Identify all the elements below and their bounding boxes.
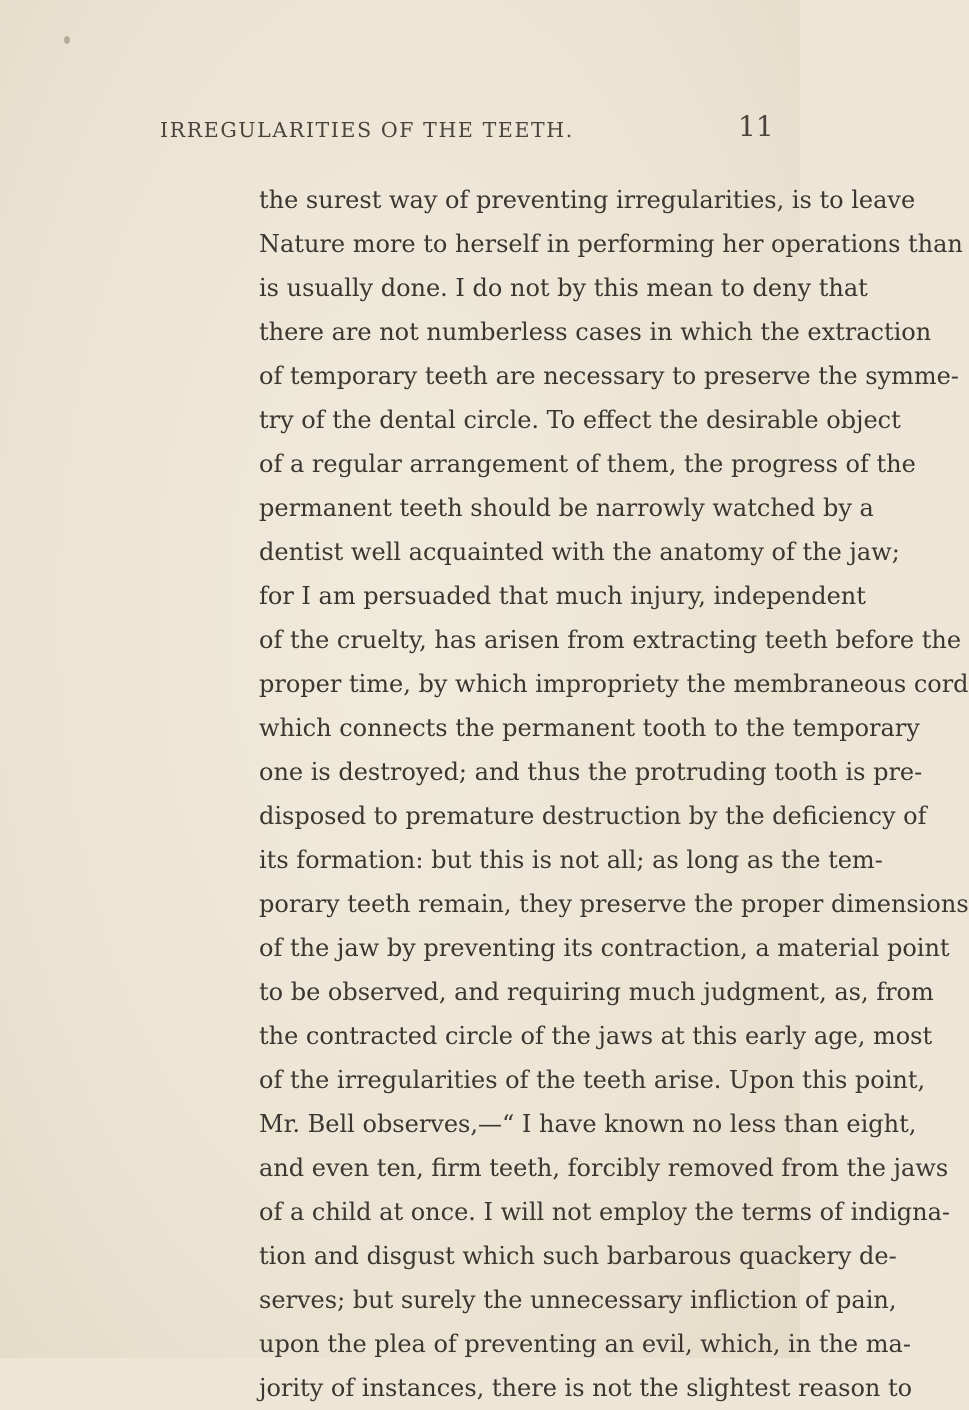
text-line: permanent teeth should be narrowly watched by a [259,494,874,522]
text-line: serves; but surely the unnecessary infliction of pain, [259,1286,897,1314]
text-line: and even ten, firm teeth, forcibly removed from the jaws [259,1154,949,1182]
text-line: of a regular arrangement of them, the progress of the [259,450,916,478]
running-head-title: IRREGULARITIES OF THE TEETH. [160,118,574,142]
text-line: tion and disgust which such barbarous quackery de- [259,1242,897,1270]
text-line: one is destroyed; and thus the protruding tooth is pre- [259,758,923,786]
text-line: of the jaw by preventing its contraction, a material point [259,934,950,962]
text-line: try of the dental circle. To effect the desirable object [259,406,901,434]
text-line: which connects the permanent tooth to the temporary [259,714,920,742]
text-line: proper time, by which impropriety the membraneous cord [259,670,969,698]
text-line: of a child at once. I will not employ the terms of indigna- [259,1198,950,1226]
text-line: there are not numberless cases in which the extraction [259,318,932,346]
text-line: of the cruelty, has arisen from extracting teeth before the [259,626,962,654]
text-line: Mr. Bell observes,—“ I have known no less than eight, [259,1110,917,1138]
text-line: of temporary teeth are necessary to preserve the symme- [259,362,959,390]
text-line: is usually done. I do not by this mean to deny that [259,274,868,302]
page-number: 11 [738,110,774,143]
text-line: upon the plea of preventing an evil, which, in the ma- [259,1330,911,1358]
text-line: of the irregularities of the teeth arise. Upon this point, [259,1066,926,1094]
text-line: the surest way of preventing irregularities, is to leave [259,186,916,214]
text-line: its formation: but this is not all; as long as the tem- [259,846,883,874]
text-line: porary teeth remain, they preserve the proper dimensions [259,890,969,918]
text-line: for I am persuaded that much injury, independent [259,582,866,610]
ink-speck [64,36,70,44]
text-line: the contracted circle of the jaws at this early age, most [259,1022,933,1050]
text-line: disposed to premature destruction by the deficiency of [259,802,927,830]
text-line: Nature more to herself in performing her operations than [259,230,963,258]
text-line: jority of instances, there is not the slightest reason to [259,1374,913,1402]
text-line: to be observed, and requiring much judgment, as, from [259,978,934,1006]
text-line: dentist well acquainted with the anatomy of the jaw; [259,538,900,566]
